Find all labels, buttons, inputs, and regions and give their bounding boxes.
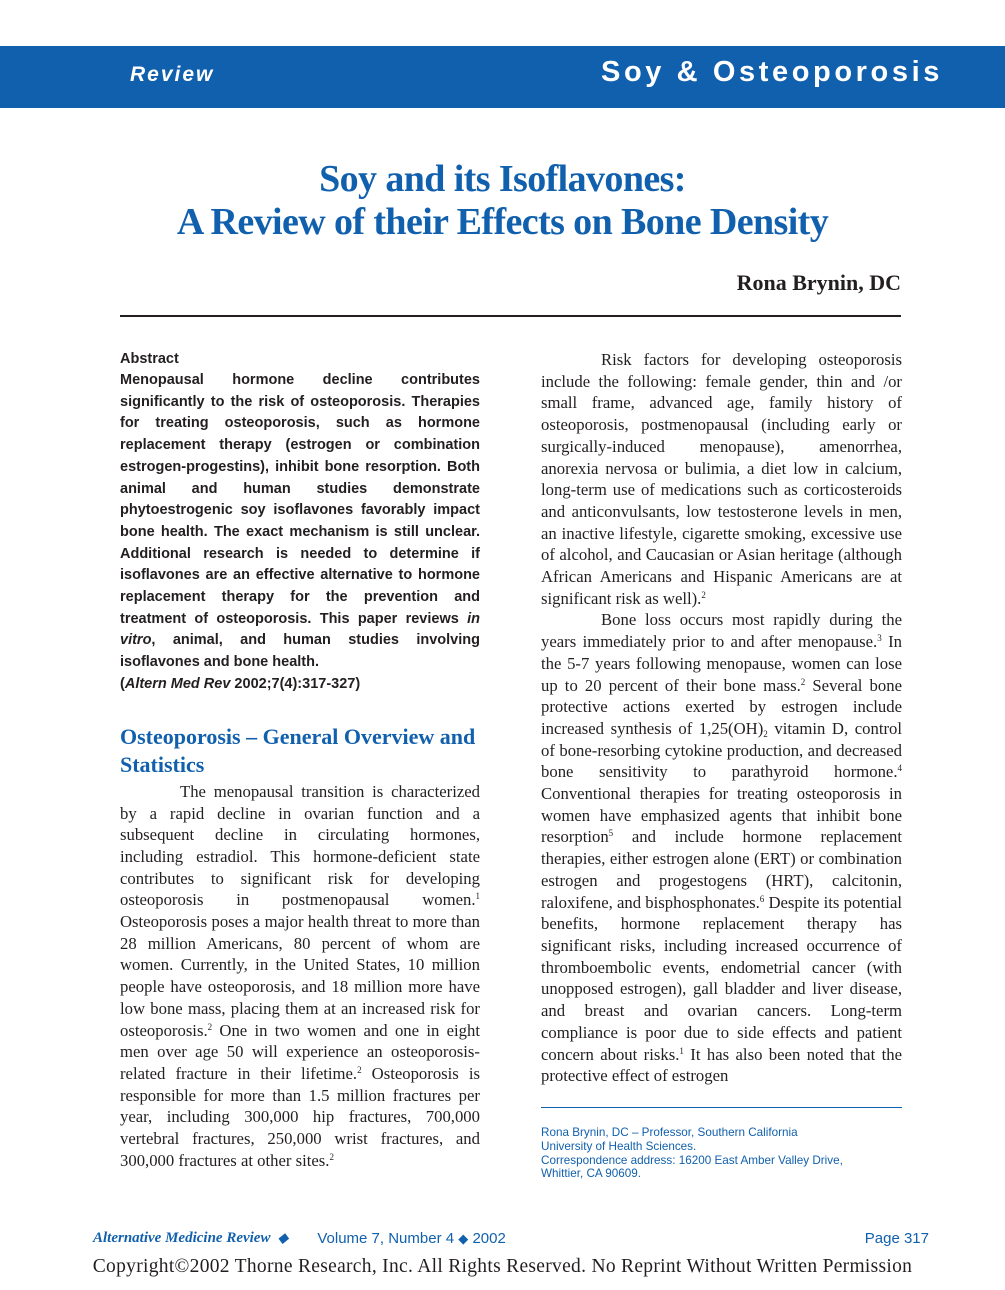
left-column [120, 349, 480, 1172]
header-banner [0, 46, 1005, 108]
abstract-heading: Abstract [120, 351, 179, 367]
body-paragraph: Risk factors for developing osteoporosis include the following: female gender, thin and /or small frame, advanced age, family history of osteoporosis, postmenopausal (including early or surgically-induced menopause), amenorrhea, anorexia nervosa or bulimia, a diet low in calcium, long-term use of medications such as corticosteroids and anticonvulsants, low testosterone levels in men, an inactive lifestyle, cigarette smoking, excessive use of alcohol, and Caucasian or Asian heritage (although African Americans and Hispanic Americans are at significant risk as well).$^2$ [541, 350, 902, 608]
volume-info: Volume 7, Number 4 ◆ 2002 [317, 1230, 506, 1247]
title-divider [120, 315, 901, 317]
right-column [541, 349, 902, 1087]
page-number: Page 317 [864, 1230, 929, 1247]
abstract-text: Menopausal hormone decline contributes significantly to the risk of osteoporosis. Therapies for treating osteoporosis, such as hormone replacement therapy (estrogen or combination estrogen-progestins), inhibit bone resorption. Both animal and human studies demonstrate phytoestrogenic soy isoflavones favorably impact bone health. The exact mechanism is still unclear. Additional research is needed to determine if isoflavones are an effective alternative to hormone replacement therapy for the prevention and treatment of osteoporosis. This paper reviews in vitro, animal, and human studies involving isoflavones and bone health. [120, 372, 480, 671]
author-name: Rona Brynin, DC [736, 270, 901, 295]
body-paragraph: Bone loss occurs most rapidly during the years immediately prior to and after menopause.$^3$ In the 5-7 years following menopause, women can lose up to 20 percent of their bone mass.$^2$ Several bone protective actions exerted by estrogen include increased synthesis of $1,25(OH)_2$ vitamin D, control of bone-resorbing cytokine production, and decreased bone sensitivity to parathyroid hormone.$^4$ Conventional therapies for treating osteoporosis in women have emphasized agents that inhibit bone resorption$^5$ and include hormone replacement therapies, either estrogen alone (ERT) or combination estrogen and progestogens (HRT), calcitonin, raloxifene, and bisphosphonates.$^6$ Despite its potential benefits, hormone replacement therapy has significant risks, including increased occurrence of thromboembolic events, endometrial cancer (with unopposed estrogen), gall bladder and liver disease, and breast and ovarian cancers. Long-term compliance is poor due to side effects and patient concern about risks.$^1$ It has also been noted that the protective effect of estrogen [541, 610, 902, 1086]
article-title [0, 158, 1005, 244]
topic-label: Soy & Osteoporosis [601, 56, 943, 88]
section-label: Review [130, 63, 215, 86]
section-heading: Osteoporosis – General Overview and Statistics [120, 723, 476, 777]
footnote-divider [541, 1107, 902, 1108]
title-line-2: A Review of their Effects on Bone Density [176, 201, 829, 243]
body-paragraph: The menopausal transition is characterized by a rapid decline in ovarian function and a subsequent decline in circulating hormones, including estradiol. This hormone-deficient state contributes to significant risk for developing osteoporosis in postmenopausal women.$^1$ Osteoporosis poses a major health threat to more than 28 million Americans, 80 percent of whom are women. Currently, in the United States, 10 million people have osteoporosis, and 18 million more have low bone mass, placing them at an increased risk for osteoporosis.$^2$ One in two women and one in eight men over age 50 will experience an osteoporosis-related fracture in their lifetime.$^2$ Osteoporosis is responsible for more than 1.5 million fractures per year, including 300,000 hip fractures, 700,000 vertebral fractures, 250,000 wrist fractures, and 300,000 fractures at other sites.$^2$ [120, 781, 480, 1170]
diamond-icon: ◆ [458, 1231, 469, 1246]
title-line-1: Soy and its Isoflavones: [319, 158, 686, 200]
journal-name: Alternative Medicine Review ◆ [93, 1230, 288, 1246]
diamond-icon: ◆ [277, 1230, 288, 1245]
author-footnote: Rona Brynin, DC – Professor, Southern California University of Health Sciences. Correspondence address: 16200 East Amber Valley Drive, Whittier, CA 90609. [541, 1126, 843, 1181]
page-footer [93, 1230, 929, 1250]
abstract-citation: (Altern Med Rev 2002;7(4):317-327) [120, 675, 361, 692]
copyright-notice: Copyright©2002 Thorne Research, Inc. All Rights Reserved. No Reprint Without Written Permission [92, 1256, 913, 1277]
